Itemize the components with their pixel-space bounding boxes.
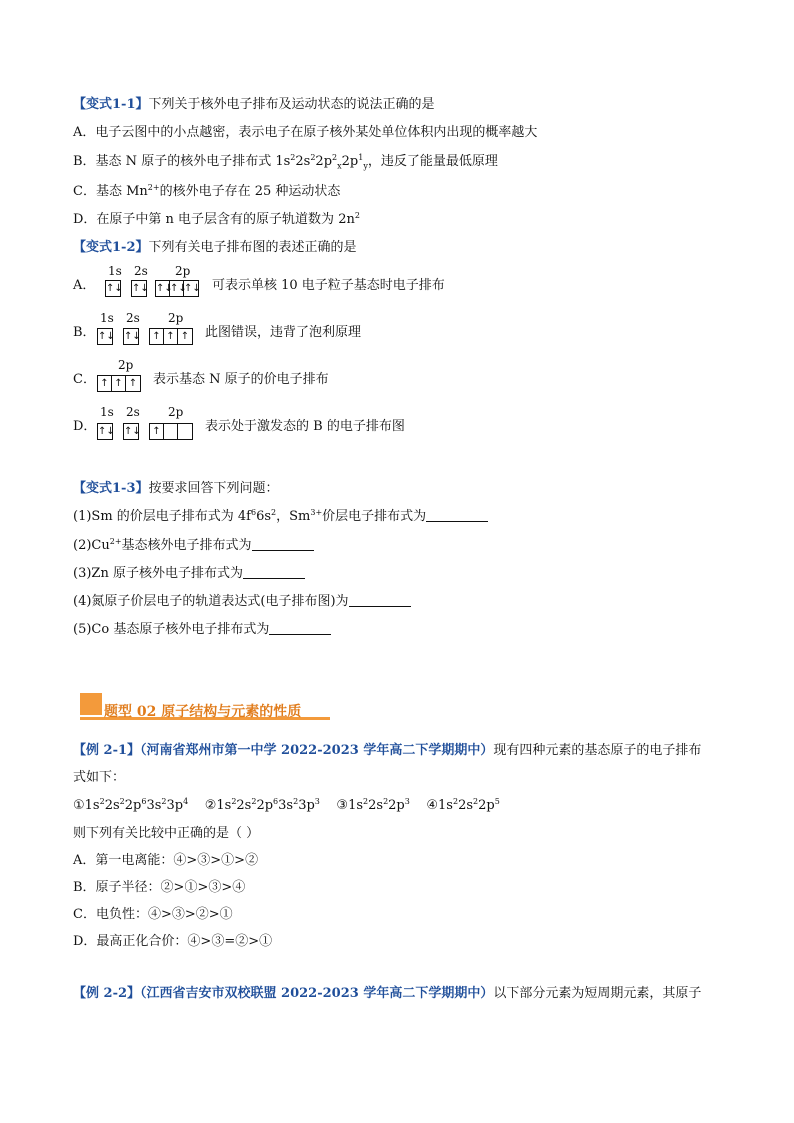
config-marker-3: ③ [336, 798, 349, 813]
config-marker-1: ① [73, 798, 85, 813]
variant-1-2-option-b-text: 此图错误，违背了泡利原理 [205, 325, 362, 340]
q3-text: (3)Zn 原子核外电子排布式为 [73, 566, 243, 581]
example-2-1-tag: 【例 2-1】 [73, 743, 141, 758]
variant-1-1-text: 下列关于核外电子排布及运动状态的说法正确的是 [148, 97, 435, 112]
q5-text: (5)Co 基态原子核外电子排布式为 [73, 622, 270, 637]
q1-prefix: (1)Sm 的价层电子排布式为 4f [73, 509, 251, 524]
variant-1-3-q4 [73, 593, 411, 611]
q2-prefix: (2)Cu [73, 538, 110, 553]
q2-suffix: 基态核外电子排布式为 [121, 538, 252, 553]
option-c-prefix: C．基态 Mn [73, 184, 148, 199]
variant-1-3-question [73, 480, 279, 498]
example-2-1-configs: $①1s^22s^22p^63s^23p^4$ $②1s^22s^22p^63s^23p^3$ $③1s^22s^22p^3$ $④1s^22s^22p^5$ [73, 797, 500, 813]
answer-blank[interactable] [349, 594, 411, 607]
orbital-box: ↑↓ [97, 423, 113, 440]
example-2-1-question: 则下列有关比较中正确的是（ ） [73, 826, 260, 841]
example-2-1-option-b: B．原子半径：②>①>③>④ [73, 880, 246, 895]
variant-1-2-option-d-letter: D． [73, 419, 97, 434]
orbital-box: ↑↓ [97, 328, 113, 345]
example-2-1-source: （河南省郑州市第一中学 2022-2023 学年高二下学期期中） [140, 743, 494, 758]
q1-ion: ，Sm [276, 509, 311, 524]
orbital-box: ↑↓ [123, 423, 139, 440]
orbital-box: ↑ ↑ ↑ [149, 328, 193, 345]
config-marker-4: ④ [426, 798, 439, 813]
variant-1-3-q3 [73, 565, 305, 583]
variant-1-2-option-a-text: 可表示单核 10 电子粒子基态时电子排布 [212, 278, 445, 293]
example-2-1-intro [73, 742, 701, 760]
label-1s: 1s [100, 311, 114, 325]
example-2-2-source: （江西省吉安市双校联盟 2022-2023 学年高二下学期期中） [140, 986, 494, 1001]
label-2p: 2p [118, 358, 134, 372]
variant-1-2-question [73, 239, 357, 257]
variant-1-2-option-d-text: 表示处于激发态的 B 的电子排布图 [205, 419, 405, 434]
example-2-2-intro [73, 985, 701, 1003]
orbital-box: ↑↓ [105, 280, 121, 297]
label-2p: 2p [168, 405, 184, 419]
variant-1-3-text: 按要求回答下列问题： [148, 481, 279, 496]
label-2s: 2s [134, 264, 148, 278]
section-marker-square [80, 693, 102, 715]
example-2-1-text: 现有四种元素的基态原子的电子排布 [493, 743, 702, 758]
variant-1-3-tag: 【变式1-3】 [73, 481, 149, 496]
variant-1-2-text: 下列有关电子排布图的表述正确的是 [148, 240, 357, 255]
variant-1-2-option-c-text: 表示基态 N 原子的价电子排布 [153, 372, 329, 387]
orbital-box: ↑↓ [131, 280, 147, 297]
variant-1-2-option-b-letter: B． [73, 325, 96, 340]
answer-blank[interactable] [426, 509, 488, 522]
variant-1-3-q5 [73, 621, 331, 639]
example-2-1-option-c: C．电负性：④>③>②>① [73, 907, 233, 922]
variant-1-2-option-a-letter: A． [73, 278, 96, 293]
variant-1-1-option-a: A．电子云图中的小点越密，表示电子在原子核外某处单位体积内出现的概率越大 [73, 125, 538, 140]
orbital-box: ↑↓ [123, 328, 139, 345]
q4-text: (4)氮原子价层电子的轨道表达式(电子排布图)为 [73, 594, 349, 609]
q1-suffix: 价层电子排布式为 [322, 509, 427, 524]
answer-blank[interactable] [243, 566, 305, 579]
option-d-text: D．在原子中第 n 电子层含有的原子轨道数为 2n [73, 212, 355, 227]
variant-1-3-q1: (1)Sm 的价层电子排布式为 $4f^66s^2$，$Sm^{3+}$价层电子排布式为 [73, 508, 488, 526]
label-2s: 2s [126, 405, 140, 419]
variant-1-1-option-b: B．基态 N 原子的核外电子排布式 $1s^22s^22p^2_x2p^1_y$，违反了能量最低原理 [73, 153, 498, 171]
example-2-1-intro-cont: 式如下： [73, 770, 126, 785]
example-2-2-text: 以下部分元素为短周期元素，其原子 [493, 986, 702, 1001]
variant-1-2-option-c-letter: C． [73, 372, 96, 387]
variant-1-1-option-d [73, 211, 360, 229]
variant-1-1-question [73, 96, 435, 114]
label-2s: 2s [126, 311, 140, 325]
label-2p: 2p [168, 311, 184, 325]
orbital-box: ↑ ↑ ↑ [97, 375, 141, 392]
example-2-2-tag: 【例 2-2】 [73, 986, 141, 1001]
variant-1-1-tag: 【变式1-1】 [73, 97, 149, 112]
label-1s: 1s [108, 264, 122, 278]
option-d-exponent: 2 [354, 211, 360, 220]
q1-mid: 6s [256, 509, 272, 524]
option-b-suffix: ，违反了能量最低原理 [367, 154, 498, 169]
example-2-1-option-d: D．最高正化合价：④>③=②>① [73, 934, 273, 949]
option-c-charge: 2+ [147, 183, 160, 192]
answer-blank[interactable] [269, 622, 331, 635]
section-title: 题型 02 原子结构与元素的性质 [104, 704, 302, 720]
label-2p: 2p [175, 264, 191, 278]
variant-1-1-option-c [73, 183, 340, 201]
example-2-1-option-a: A．第一电离能：④>③>①>② [73, 853, 259, 868]
option-b-prefix: B．基态 N 原子的核外电子排布式 1s [73, 154, 291, 169]
answer-blank[interactable] [252, 538, 314, 551]
config-marker-2: ② [204, 798, 217, 813]
variant-1-2-tag: 【变式1-2】 [73, 240, 149, 255]
orbital-box: ↑ [149, 423, 193, 440]
label-1s: 1s [100, 405, 114, 419]
option-c-suffix: 的核外电子存在 25 种运动状态 [159, 184, 341, 199]
variant-1-3-q2: $(2)Cu^{2+}$基态核外电子排布式为 [73, 537, 314, 555]
orbital-box: ↑↓ ↑↓ ↑↓ [155, 280, 199, 297]
